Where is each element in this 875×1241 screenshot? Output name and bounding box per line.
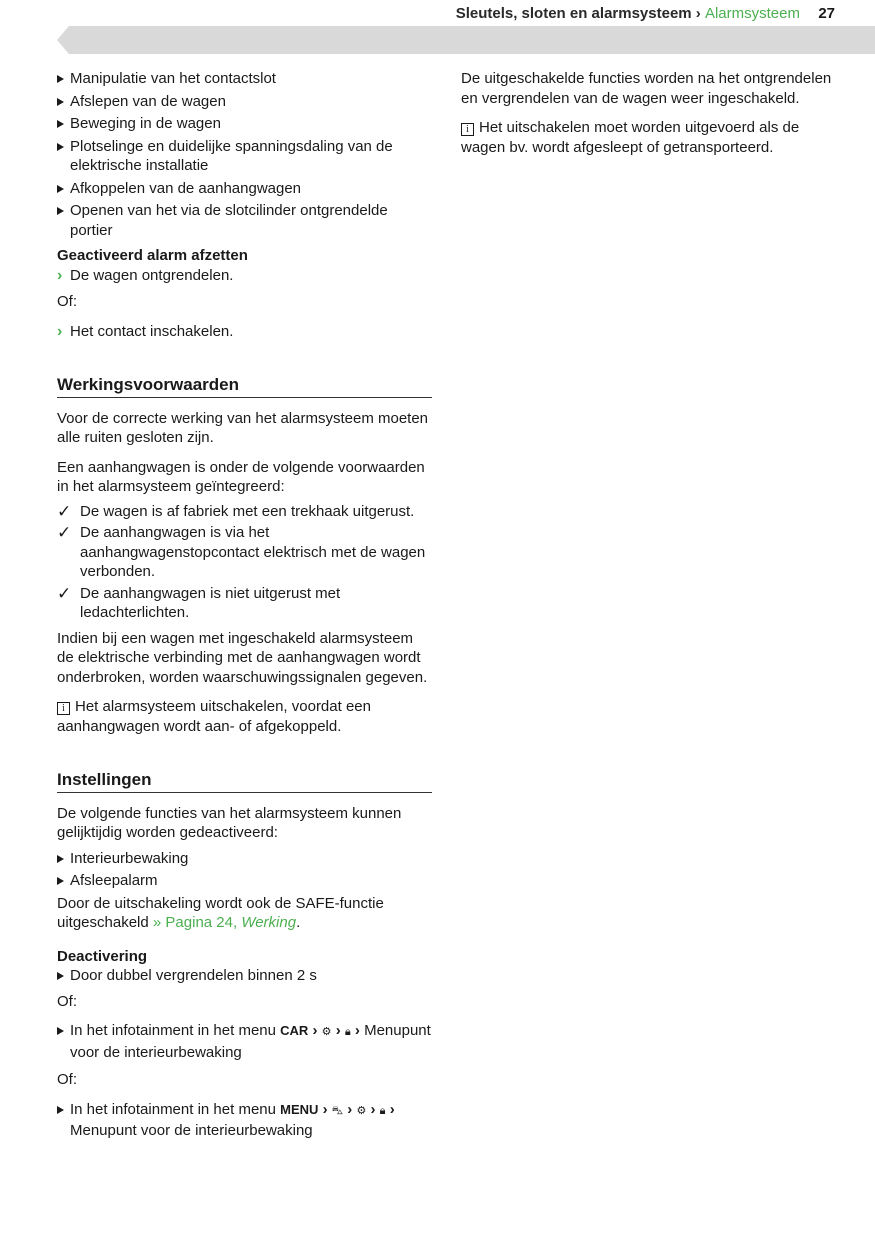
step-ignition: › Het contact inschakelen.: [57, 322, 234, 340]
gears-icon: ⚙: [321, 1026, 332, 1038]
or-text: Of:: [57, 293, 78, 310]
or-text: Of:: [57, 992, 78, 1010]
paragraph: De uitgeschakelde functies worden na het ontgrendelen en vergrendelen van de wagen weer ingeschakeld.: [461, 70, 832, 107]
bullet-triangle-icon: [57, 877, 64, 885]
bullet-triangle-icon: [57, 120, 64, 128]
step-chevron-icon: ›: [57, 322, 63, 340]
bullet-triangle-icon: [57, 185, 64, 193]
bullet-triangle-icon: [57, 1106, 64, 1114]
alarm-off-heading: Geactiveerd alarm afzetten: [57, 247, 248, 264]
list-item: Beweging in de wagen: [57, 114, 432, 134]
list-item: Door dubbel vergrendelen binnen 2 s: [57, 966, 432, 986]
header-band: [57, 26, 875, 54]
check-icon: ✓: [57, 583, 72, 603]
gears-icon: ⚙: [356, 1104, 367, 1117]
deactivation-heading: Deactivering: [57, 947, 148, 965]
bullet-triangle-icon: [57, 972, 64, 980]
chapter-title: Sleutels, sloten en alarmsysteem ›: [455, 5, 701, 22]
bullet-triangle-icon: [57, 98, 64, 106]
paragraph: De volgende functies van het alarmsysteem kunnen gelijktijdig worden gedeactiveerd:: [57, 804, 402, 841]
list-item: Interieurbewaking: [57, 849, 432, 869]
running-header: [456, 5, 800, 22]
section-title: Alarmsysteem: [704, 5, 800, 22]
info-icon: i: [461, 123, 474, 136]
bullet-triangle-icon: [57, 1027, 64, 1035]
step-unlock: › De wagen ontgrendelen.: [57, 266, 234, 284]
list-item: In het infotainment in het menu CAR › ⚙ › 🔒︎ › Menupunt voor de interieurbewaking: [57, 1021, 432, 1062]
list-item: Plotselinge en duidelijke spanningsdaling van de elektrische installatie: [57, 137, 432, 176]
paragraph: Indien bij een wagen met ingeschakeld alarmsysteem de elektrische verbinding met de aanhangwagen wordt onderbroken, worden waarschuwingssignalen gegeven.: [57, 629, 428, 686]
or-text: Of:: [57, 1071, 78, 1088]
menu-menu-label: MENU: [280, 1101, 319, 1117]
left-column: [57, 69, 432, 1144]
lock-icon: 🔒︎: [344, 1026, 351, 1038]
info-icon: i: [57, 702, 70, 715]
check-icon: ✓: [57, 523, 72, 542]
info-note: i Het alarmsysteem uitschakelen, voordat een aanhangwagen wordt aan- of afgekoppeld.: [57, 698, 371, 735]
section-heading-settings: Instellingen: [57, 770, 432, 793]
list-item: Openen van het via de slotcilinder ontgrendelde portier: [57, 201, 432, 240]
car-icon: ⛍: [331, 1104, 344, 1117]
right-column: [461, 69, 836, 167]
paragraph: Door de uitschakeling wordt ook de SAFE-functie uitgeschakeld » Pagina 24, Werking.: [57, 894, 384, 931]
page-link[interactable]: » Pagina 24, Werking: [152, 914, 297, 931]
paragraph: Een aanhangwagen is onder de volgende voorwaarden in het alarmsysteem geïntegreerd:: [57, 458, 425, 495]
list-item: Afslepen van de wagen: [57, 92, 432, 112]
check-icon: ✓: [57, 501, 72, 521]
check-item: ✓ De aanhangwagen is niet uitgerust met ledachterlichten.: [57, 583, 341, 621]
bullet-triangle-icon: [57, 143, 64, 151]
step-chevron-icon: ›: [57, 266, 63, 284]
list-item: Manipulatie van het contactslot: [57, 69, 432, 89]
bullet-triangle-icon: [57, 855, 64, 863]
bullet-triangle-icon: [57, 207, 64, 215]
check-item: ✓ De wagen is af fabriek met een trekhaak uitgerust.: [57, 501, 415, 521]
paragraph: Voor de correcte werking van het alarmsysteem moeten alle ruiten gesloten zijn.: [57, 409, 429, 446]
page-number: 27: [818, 5, 835, 22]
lock-icon: 🔒︎: [379, 1104, 386, 1117]
list-item: Afsleepalarm: [57, 871, 432, 891]
info-note: i Het uitschakelen moet worden uitgevoerd als de wagen bv. wordt afgesleept of getransporteerd.: [461, 119, 800, 156]
menu-car-label: CAR: [280, 1023, 309, 1038]
list-item: Afkoppelen van de aanhangwagen: [57, 179, 432, 199]
section-heading-conditions: Werkingsvoorwaarden: [57, 375, 432, 398]
list-item: In het infotainment in het menu MENU › ⛍ › ⚙ › 🔒︎ › Menupunt voor de interieurbewaking: [57, 1100, 432, 1141]
trigger-list: [57, 69, 432, 240]
bullet-triangle-icon: [57, 75, 64, 83]
check-item: ✓ De aanhangwagen is via het aanhangwagenstopcontact elektrisch met de wagen verbonden.: [57, 523, 426, 580]
